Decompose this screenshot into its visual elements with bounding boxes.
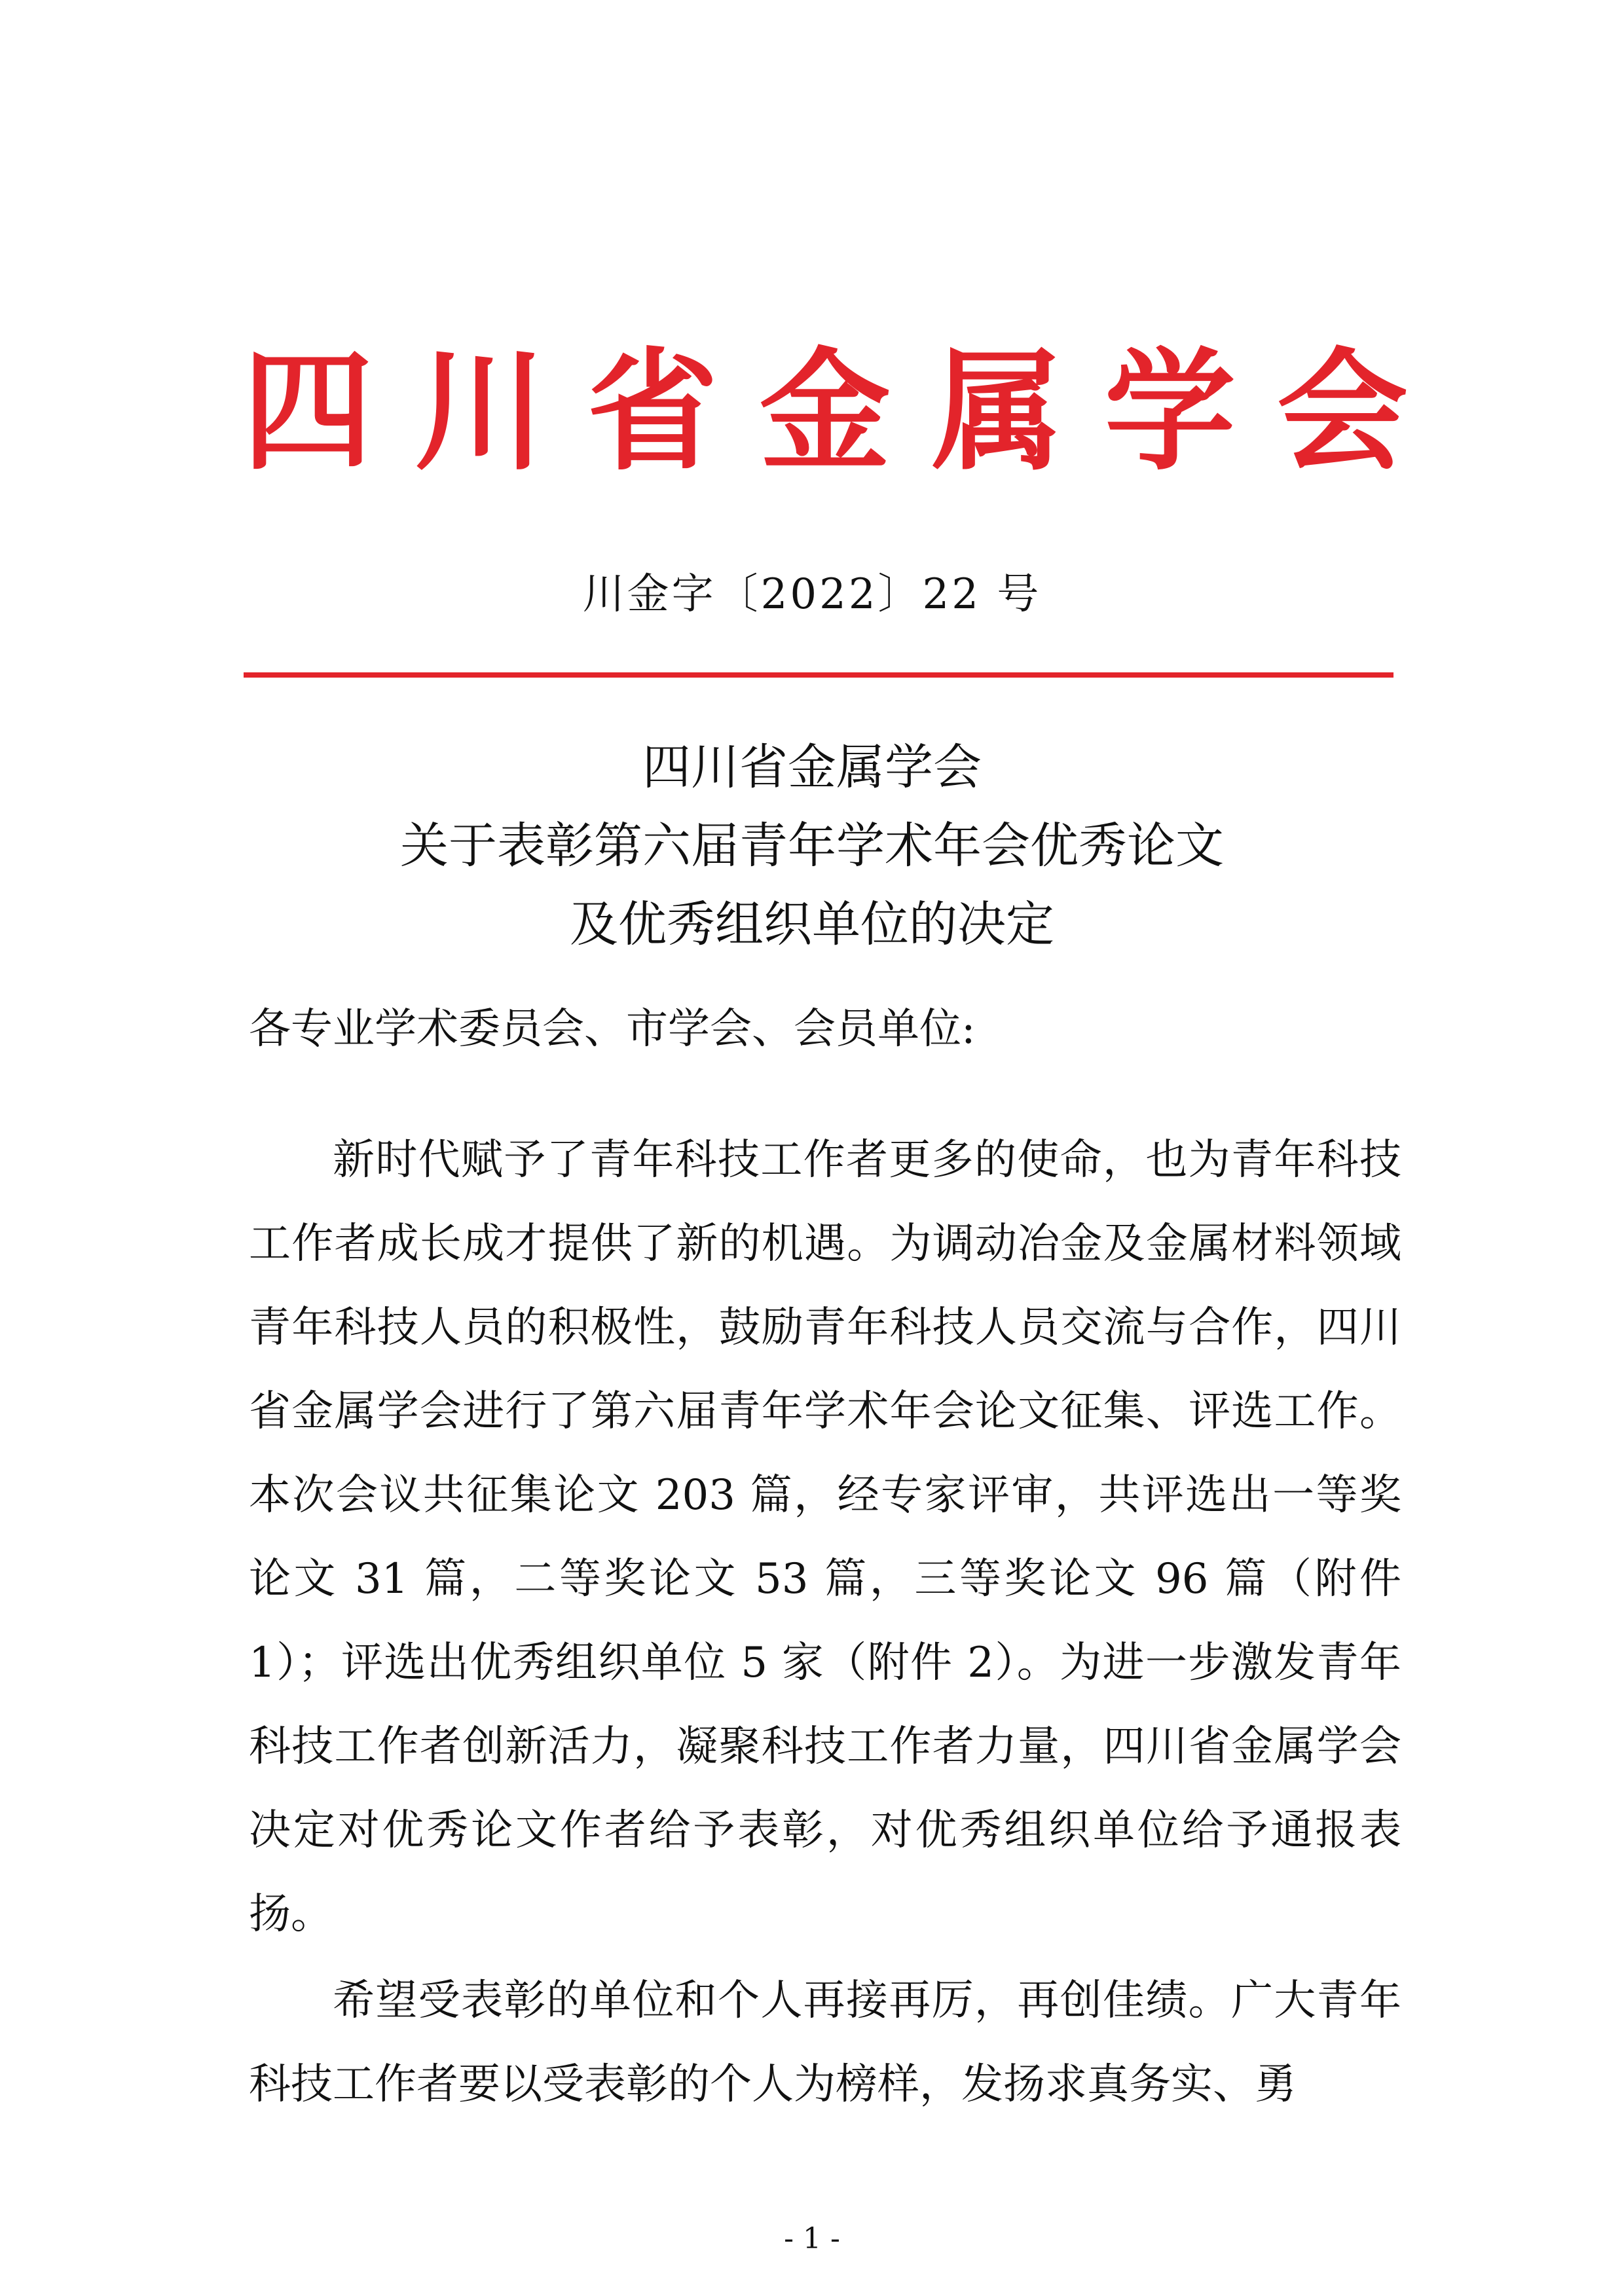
- title-line-3: 及优秀组织单位的决定: [570, 896, 1054, 953]
- title-line-2: 关于表彰第六届青年学术年会优秀论文: [400, 818, 1224, 874]
- masthead-char: 会: [1276, 336, 1408, 488]
- masthead-char: 金: [759, 336, 891, 488]
- page-number: - 1 -: [784, 2222, 840, 2255]
- masthead-char: 属: [932, 336, 1063, 488]
- masthead-title: [242, 336, 1408, 488]
- masthead-char: 学: [1104, 336, 1236, 488]
- salutation: 各专业学术委员会、市学会、会员单位:: [249, 1005, 976, 1053]
- body-paragraph-1: 新时代赋予了青年科技工作者更多的使命，也为青年科技工作者成长成才提供了新的机遇。为调动冶金及金属材料领域青年科技人员的积极性，鼓励青年科技人员交流与合作，四川省金属学会进行了第六届青年学术年会论文征集、评选工作。本次会议共征集论文 203 篇，经专家评审，共评选出一等奖论文 31 篇，二等奖论文 53 篇，三等奖论文 96 篇（附件 1）；评选出优秀组织单位 5 家（附件 2）。为进一步激发青年科技工作者创新活力，凝聚科技工作者力量，四川省金属学会决定对优秀论文作者给予表彰，对优秀组织单位给予通报表扬。: [249, 1136, 1401, 1939]
- red-separator-line: [244, 672, 1393, 678]
- masthead-char: 四: [242, 336, 374, 488]
- body-paragraph-2: 希望受表彰的单位和个人再接再厉，再创佳绩。广大青年科技工作者要以受表彰的个人为榜样，发扬求真务实、勇: [249, 1977, 1401, 2109]
- document-title: [0, 728, 1624, 964]
- title-line-1: 四川省金属学会: [642, 739, 982, 795]
- document-number: 川金字〔2022〕22 号: [582, 570, 1042, 619]
- masthead-char: 省: [587, 336, 718, 488]
- masthead-char: 川: [415, 336, 546, 488]
